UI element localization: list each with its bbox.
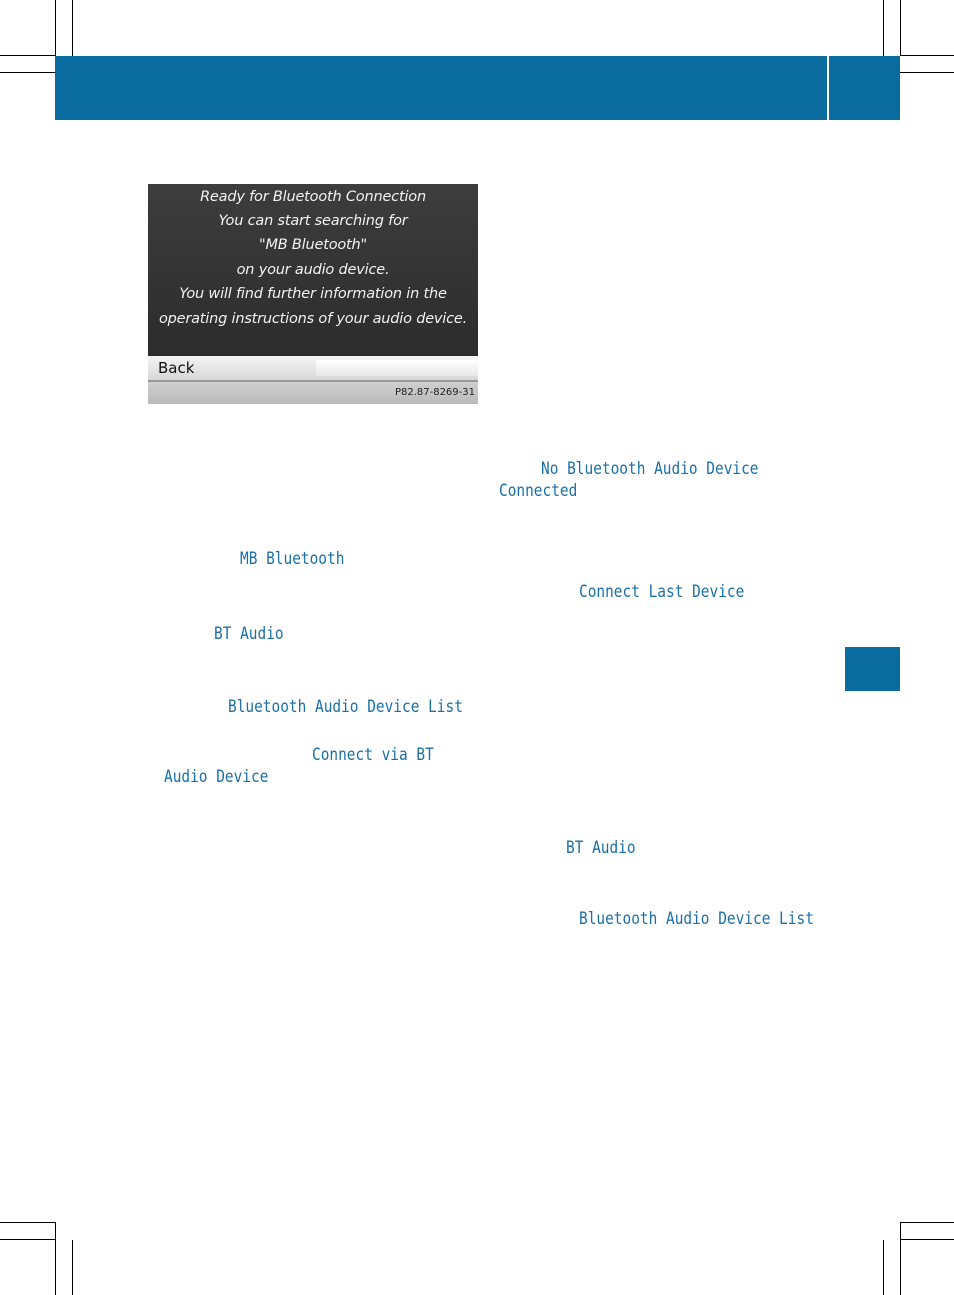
image-caption-strip (148, 380, 478, 404)
menu-highlight (316, 360, 478, 376)
message-line: on your audio device. (236, 262, 390, 278)
term-device-list: Bluetooth Audio Device List (228, 697, 463, 717)
crop-mark (0, 1239, 55, 1240)
crop-mark (900, 55, 954, 56)
term-mb-bluetooth: MB Bluetooth (240, 549, 345, 569)
message-line: Ready for Bluetooth Connection (200, 189, 426, 205)
term-no-bluetooth-device: No Bluetooth Audio Device (541, 459, 759, 479)
crop-mark (900, 72, 954, 73)
chapter-side-tab (845, 647, 900, 691)
message-line: operating instructions of your audio device. (158, 311, 468, 327)
crop-mark (0, 55, 55, 56)
crop-mark (883, 0, 884, 56)
crop-mark (72, 0, 73, 56)
image-code: P82.87-8269-31 (394, 387, 475, 398)
crop-mark (900, 1222, 901, 1295)
crop-mark (900, 0, 901, 56)
crop-mark (72, 1240, 73, 1295)
crop-mark (883, 1240, 884, 1295)
term-connected: Connected (499, 481, 578, 501)
header-bar (55, 56, 900, 120)
crop-mark (900, 1239, 954, 1240)
crop-mark (0, 72, 55, 73)
back-button[interactable]: Back (158, 359, 195, 377)
term-device-list: Bluetooth Audio Device List (579, 909, 814, 929)
screen-message-area (148, 184, 478, 356)
term-bt-audio: BT Audio (566, 838, 636, 858)
screen-menu-bar (148, 356, 478, 380)
header-divider (827, 56, 829, 120)
term-connect-last-device: Connect Last Device (579, 582, 745, 602)
crop-mark (55, 0, 56, 56)
crop-mark (55, 1222, 56, 1295)
message-line: You can start searching for (218, 213, 408, 229)
message-line: You will find further information in the (179, 286, 447, 302)
term-connect-via-bt: Connect via BT (312, 745, 434, 765)
term-audio-device: Audio Device (164, 767, 269, 787)
bluetooth-screen-image (148, 184, 478, 404)
crop-mark (900, 1222, 954, 1223)
term-bt-audio: BT Audio (214, 624, 284, 644)
message-line: "MB Bluetooth" (259, 237, 367, 253)
crop-mark (0, 1222, 55, 1223)
